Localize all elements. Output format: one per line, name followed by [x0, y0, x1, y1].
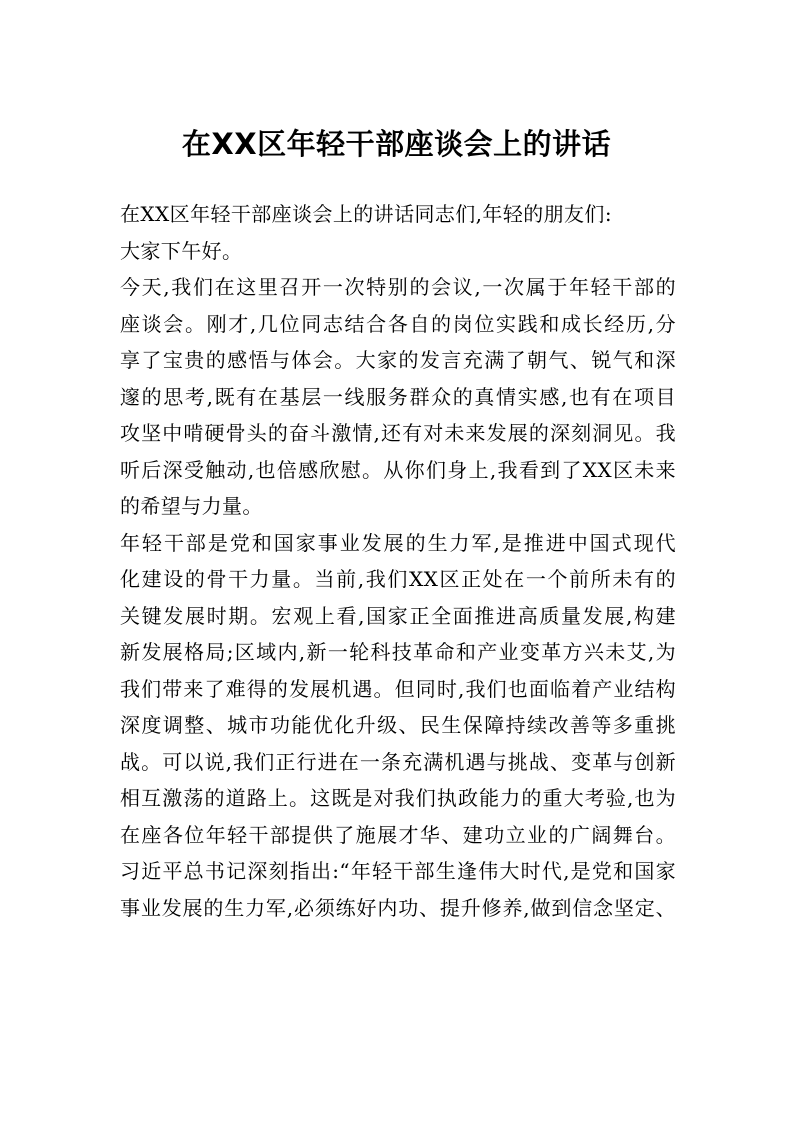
- document-body: [120, 196, 676, 926]
- text-line: 攻坚中啃硬骨头的奋斗激情,还有对未来发展的深刻洞见。我: [120, 421, 676, 445]
- text-line: 享了宝贵的感悟与体会。大家的发言充满了朝气、锐气和深: [120, 348, 676, 372]
- text-line: 在XX区年轻干部座谈会上的讲话同志们,年轻的朋友们:: [120, 202, 612, 226]
- text-line: 邃的思考,既有在基层一线服务群众的真情实感,也有在项目: [120, 384, 676, 409]
- text-line: 事业发展的生力军,必须练好内功、提升修养,做到信念坚定、: [120, 895, 676, 920]
- text-line: 在座各位年轻干部提供了施展才华、建功立业的广阔舞台。: [120, 822, 676, 847]
- text-line: 关键发展时期。宏观上看,国家正全面推进高质量发展,构建: [120, 603, 676, 628]
- text-line: 深度调整、城市功能优化升级、民生保障持续改善等多重挑: [120, 713, 676, 737]
- text-line: 相互激荡的道路上。这既是对我们执政能力的重大考验,也为: [120, 786, 676, 810]
- text-line: 战。可以说,我们正行进在一条充满机遇与挑战、变革与创新: [120, 749, 676, 774]
- text-line: 座谈会。刚才,几位同志结合各自的岗位实践和成长经历,分: [120, 311, 676, 336]
- text-line: 新发展格局;区域内,新一轮科技革命和产业变革方兴未艾,为: [120, 640, 676, 664]
- text-line: 年轻干部是党和国家事业发展的生力军,是推进中国式现代: [120, 530, 676, 555]
- text-line: 大家下午好。: [120, 238, 243, 263]
- text-line: 的希望与力量。: [120, 494, 263, 518]
- document-title: 在XX区年轻干部座谈会上的讲话: [181, 127, 612, 161]
- text-line: 习近平总书记深刻指出:“年轻干部生逢伟大时代,是党和国家: [120, 859, 676, 883]
- text-line: 今天,我们在这里召开一次特别的会议,一次属于年轻干部的: [120, 275, 676, 299]
- text-line: 化建设的骨干力量。当前,我们XX区正处在一个前所未有的: [120, 567, 676, 591]
- text-line: 我们带来了难得的发展机遇。但同时,我们也面临着产业结构: [120, 676, 676, 701]
- text-line: 听后深受触动,也倍感欣慰。从你们身上,我看到了XX区未来: [120, 457, 676, 482]
